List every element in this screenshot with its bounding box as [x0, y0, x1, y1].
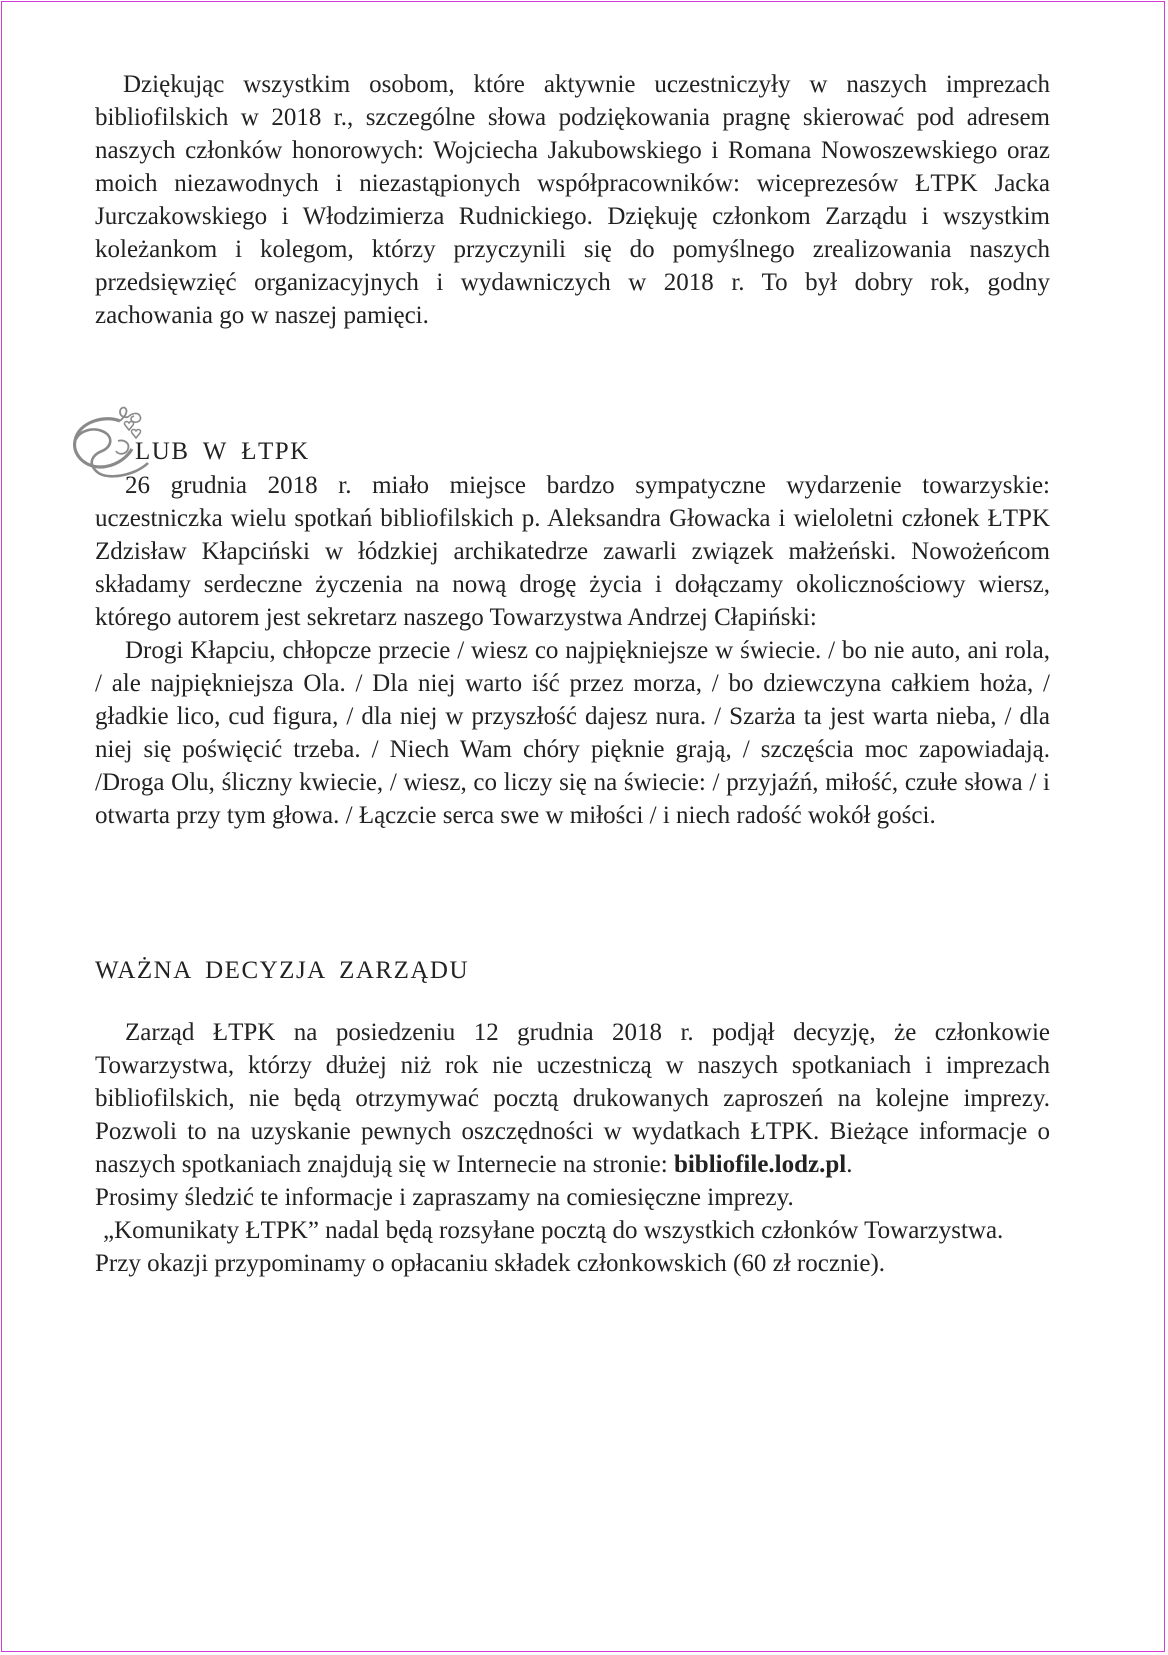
decision-heading: WAŻNA DECYZJA ZARZĄDU: [95, 957, 470, 984]
follow-info-line: Prosimy śledzić te informacje i zapraszamy na comiesięczne imprezy.: [95, 1184, 794, 1211]
decision-paragraph: [95, 1016, 1050, 1181]
wedding-intro-paragraph: 26 grudnia 2018 r. miało miejsce bardzo sympatyczne wydarzenie towarzyskie: uczestniczka wielu spotkań bibliofilskich p. Aleksandra Głowacka i wieloletni członek ŁTPK Zdzisław Kłapciński w łódzkiej archikatedrze zawarli związek małżeński. Nowożeńcom składamy serdeczne życzenia na nową drogę życia i dołączamy okolicznościowy wiersz, którego autorem jest sekretarz naszego Towarzystwa Andrzej Cłapiński:: [95, 472, 1050, 631]
wedding-section: [95, 469, 1050, 832]
decision-section: [95, 1016, 1050, 1280]
thanks-paragraph: Dziękując wszystkim osobom, które aktywnie uczestniczyły w naszych imprezach bibliofilskich w 2018 r., szczególne słowa podziękowania pragnę skierować pod adresem naszych członków honorowych: Wojciecha Jakubowskiego i Romana Nowoszewskiego oraz moich niezawodnych i niezastąpionych współpracowników: wiceprezesów ŁTPK Jacka Jurczakowskiego i Włodzimierza Rudnickiego. Dziękuję członkom Zarządu i wszystkim koleżankom i kolegom, którzy przyczynili się do pomyślnego zrealizowania naszych przedsięwzięć organizacyjnych i wydawniczych w 2018 r. To był dobry rok, godny zachowania go w naszej pamięci.: [95, 71, 1050, 329]
website-link[interactable]: bibliofile.lodz.pl: [673, 1151, 847, 1178]
wedding-heading-text: LUB W ŁTPK: [135, 438, 310, 465]
decision-paragraph-text: Zarząd ŁTPK na posiedzeniu 12 grudnia 2018 r. podjął decyzję, że członkowie Towarzystwa, którzy dłużej niż rok nie uczestniczą w naszych spotkaniach i imprezach bibliofilskich, nie będą otrzymywać pocztą drukowanych zaproszeń na kolejne imprezy. Pozwoli to na uzyskanie pewnych oszczędności w wydatkach ŁTPK. Bieżące informacje o naszych spotkaniach znajdują się w Internecie na stronie:: [95, 1019, 1050, 1178]
thanks-section: [95, 68, 1050, 332]
wedding-poem-paragraph: Drogi Kłapciu, chłopcze przecie / wiesz co najpiękniejsze w świecie. / bo nie auto, ani rola, / ale najpiękniejsza Ola. / Dla niej warto iść przez morza, / bo dziewczyna całkiem hoża, / gładkie lico, cud figura, / dla niej w przyszłość dajesz nura. / Szarża ta jest warta nieba, / dla niej się poświęcić trzeba. / Niech Wam chóry pięknie grają, / szczęścia moc zapowiadają. /Droga Olu, śliczny kwiecie, / wiesz, co liczy się na świecie: / przyjaźń, miłość, czułe słowa / i otwarta przy tym głowa. / Łączcie serca swe w miłości / i niech radość wokół gości.: [95, 637, 1050, 829]
website-suffix: .: [846, 1151, 853, 1178]
membership-fees-line: Przy okazji przypominamy o opłacaniu składek członkowskich (60 zł rocznie).: [95, 1250, 886, 1277]
komunikaty-line: „Komunikaty ŁTPK” nadal będą rozsyłane pocztą do wszystkich członków Towarzystwa.: [103, 1217, 1004, 1244]
